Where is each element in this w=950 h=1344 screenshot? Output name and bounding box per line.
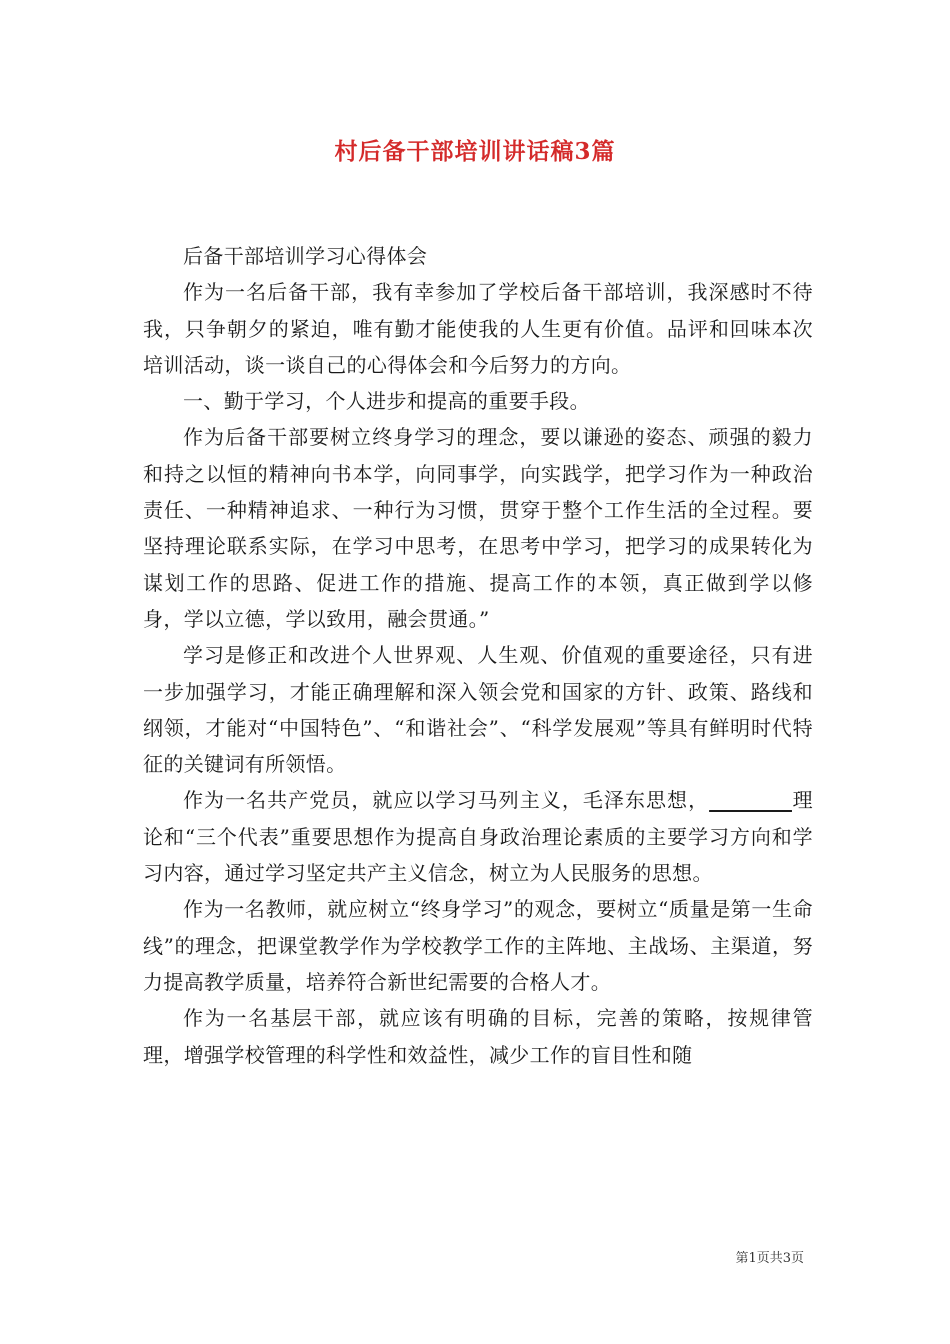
paragraph-teacher: 作为一名教师，就应树立“终身学习”的观念，要树立“质量是第一生命线”的理念，把课堂教学作为学校教学工作的主阵地、主战场、主渠道，努力提高教学质量，培养符合新世纪需要的合格人才。 (143, 897, 813, 994)
paragraph-lifelong-learning: 作为后备干部要树立终身学习的理念，要以谦逊的姿态、顽强的毅力和持之以恒的精神向书本学，向同事学，向实践学，把学习作为一种政治责任、一种精神追求、一种行为习惯，贯穿于整个工作生活的全过程。要坚持理论联系实际，在学习中思考，在思考中学习，把学习的成果转化为谋划工作的思路、促进工作的措施、提高工作的本领，真正做到学以修身，学以立德，学以致用，融会贯通。” (143, 425, 813, 631)
page-number: 第1页共3页 (735, 1251, 804, 1266)
paragraph-point-one: 一、勤于学习，个人进步和提高的重要手段。 (183, 389, 590, 414)
party-text-after: 理论和“三个代表”重要思想作为提高自身政治理论素质的主要学习方向和学习内容，通过学习坚定共产主义信念，树立为人民服务的思想。 (143, 788, 813, 886)
fill-in-blank: ________ (709, 788, 792, 813)
section-heading: 后备干部培训学习心得体会 (183, 244, 428, 268)
paragraph-intro: 作为一名后备干部，我有幸参加了学校后备干部培训，我深感时不待我，只争朝夕的紧迫，唯有勤才能使我的人生更有价值。品评和回味本次培训活动，谈一谈自己的心得体会和今后努力的方向。 (143, 280, 813, 377)
paragraph-worldview: 学习是修正和改进个人世界观、人生观、价值观的重要途径，只有进一步加强学习，才能正确理解和深入领会党和国家的方针、政策、路线和纲领，才能对“中国特色”、“和谐社会”、“科学发展观”等具有鲜明时代特征的关键词有所领悟。 (143, 643, 813, 777)
party-text-before: 作为一名共产党员，就应以学习马列主义，毛泽东思想， (183, 788, 710, 813)
paragraph-party-member (143, 782, 813, 891)
document-body (143, 238, 813, 1073)
document-title: 村后备干部培训讲话稿3篇 (334, 138, 616, 165)
paragraph-cadre: 作为一名基层干部，就应该有明确的目标，完善的策略，按规律管理，增强学校管理的科学性和效益性，减少工作的盲目性和随 (143, 1006, 813, 1067)
